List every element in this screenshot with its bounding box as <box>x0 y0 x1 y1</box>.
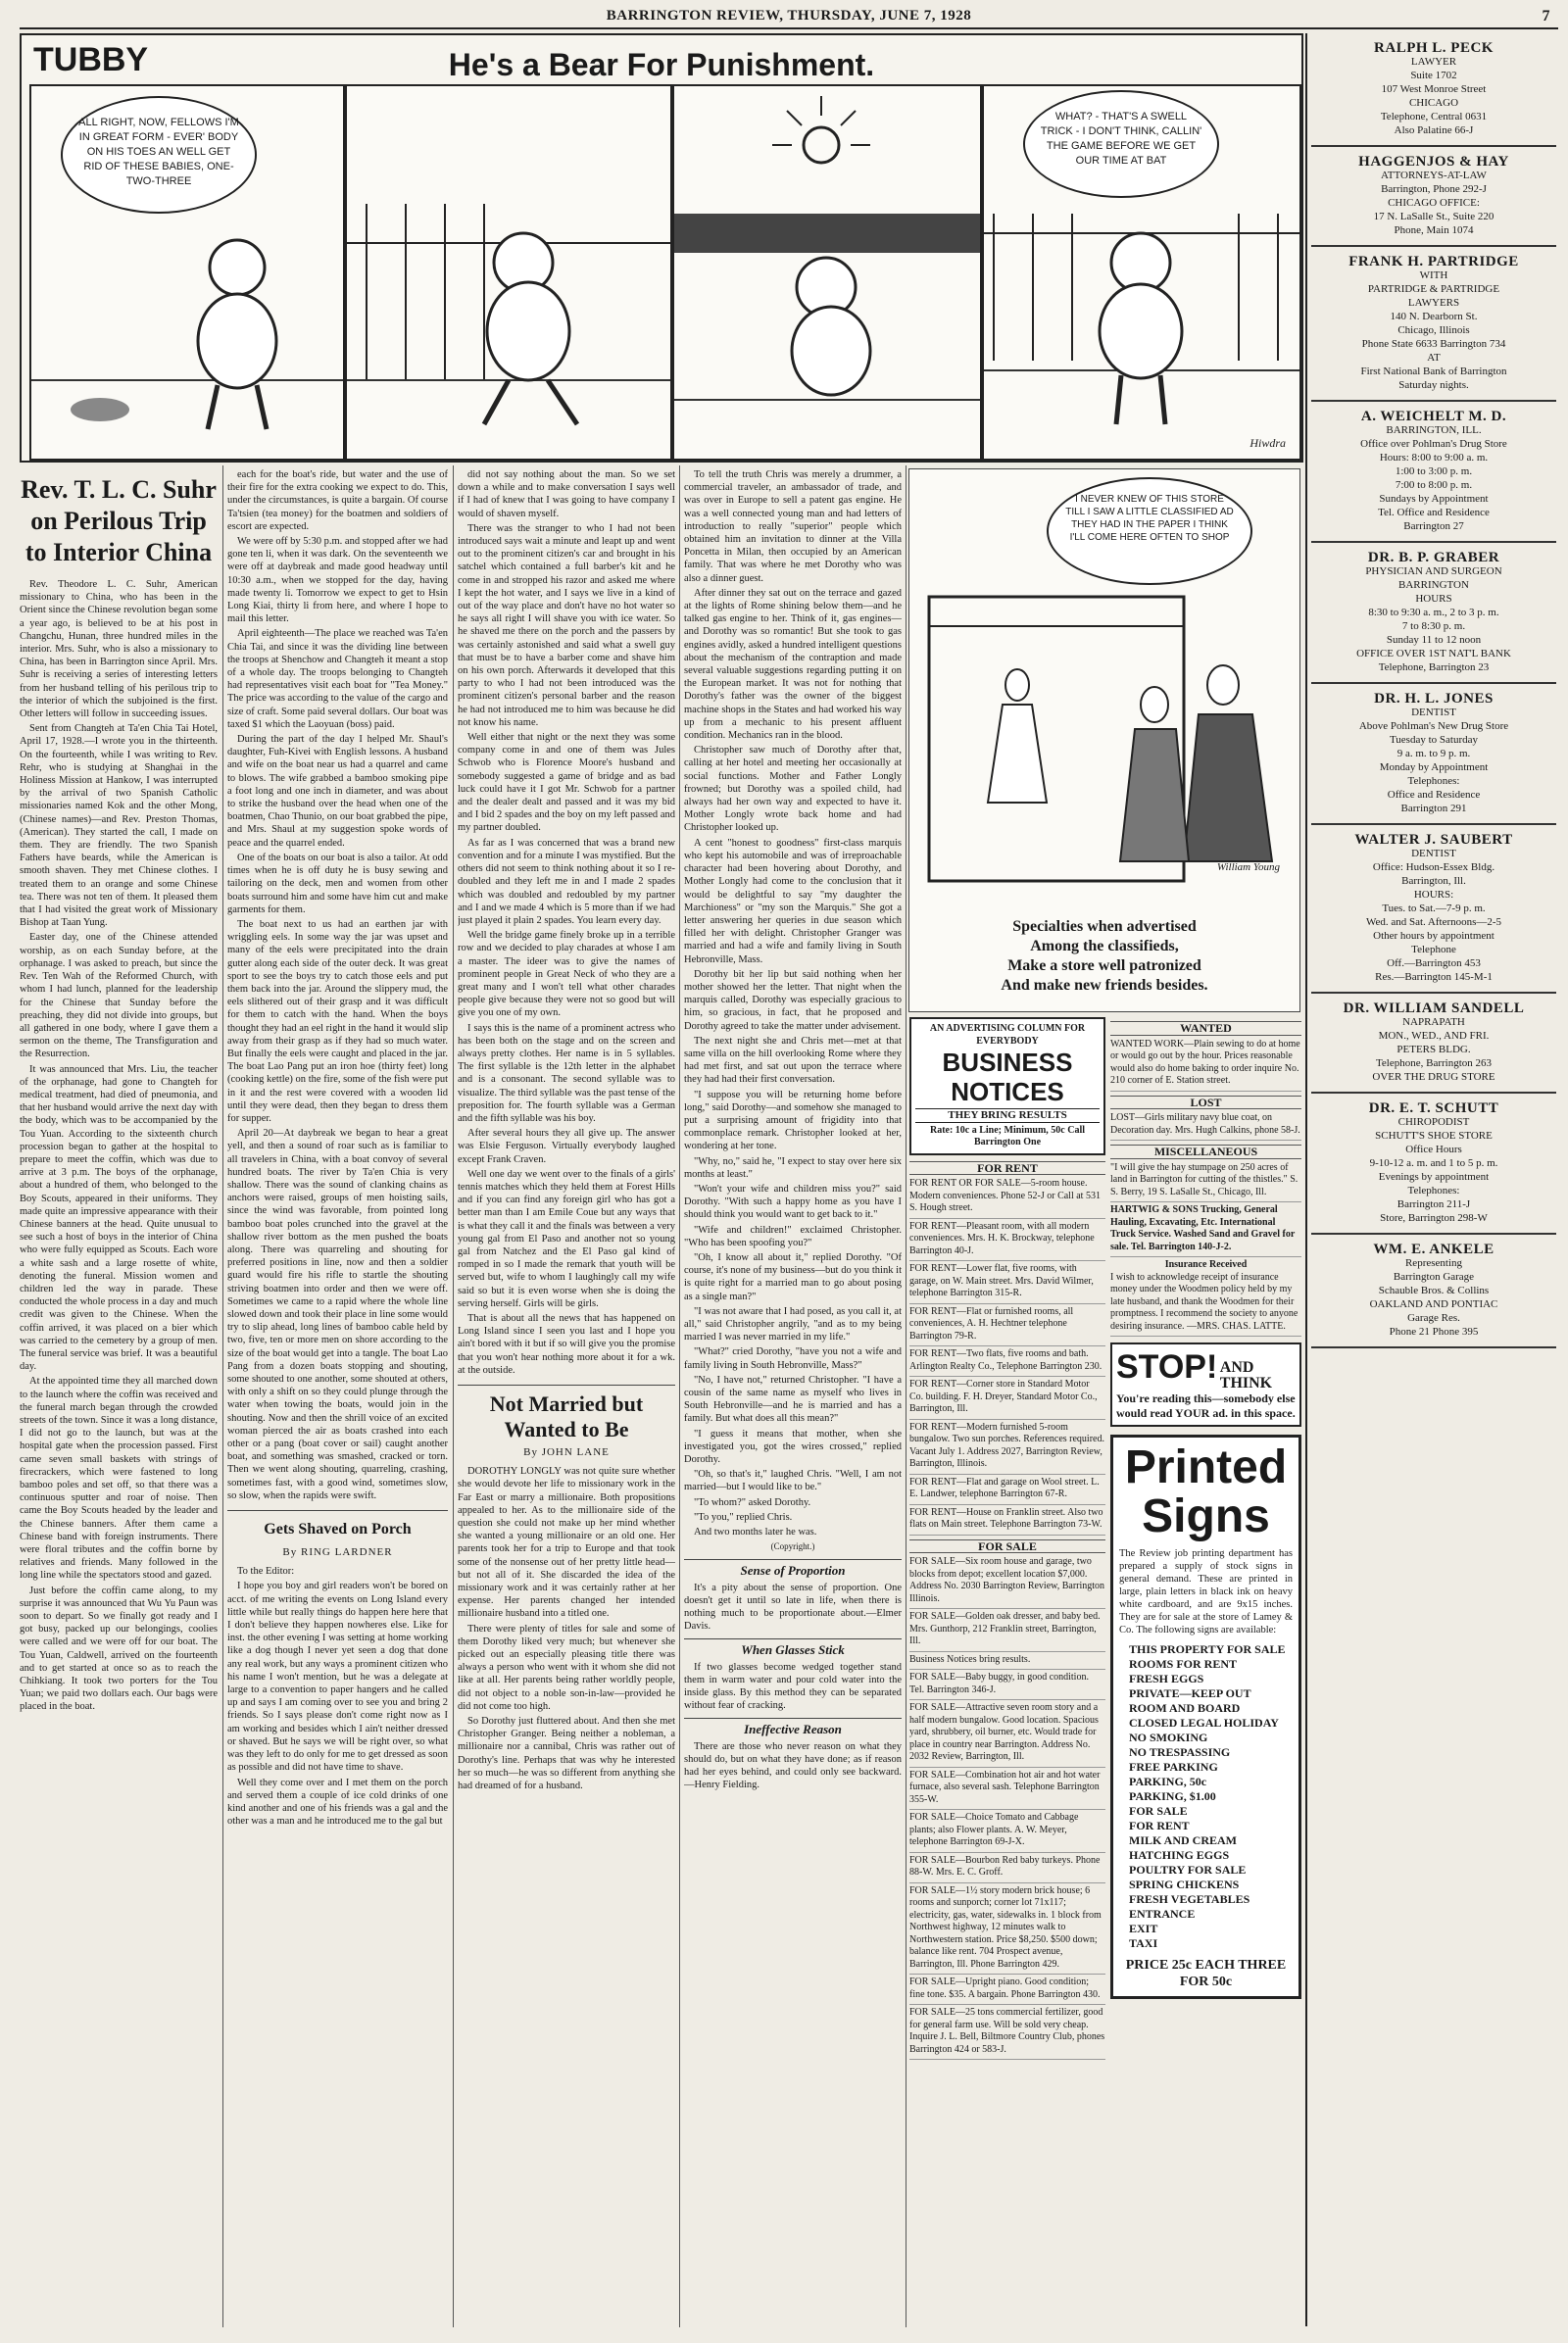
directory-line: Barrington, Phone 292-J <box>1381 183 1487 195</box>
sign-option: POULTRY FOR SALE <box>1129 1862 1247 1877</box>
directory-name: A. WEICHELT M. D. <box>1360 409 1507 424</box>
directory-line: 1:00 to 3:00 p. m. <box>1395 465 1473 477</box>
printed-signs-description: The Review job printing department has prepared a supply of stock signs in general demand. These are printed in large, plain letters in black ink on heavy white cardboard, and are 9x15 inches. They are for sale at the store of Lamey & Co. The following signs are available: <box>1119 1547 1293 1635</box>
directory-card <box>1311 147 1556 247</box>
classified-item: Business Notices bring results. <box>909 1654 1105 1671</box>
promo-speech-bubble: I NEVER KNEW OF THIS STORE TILL I SAW A LITTLE CLASSIFIED AD THEY HAD IN THE PAPER I THINK I'LL COME HERE OFTEN TO SHOP <box>1047 477 1252 585</box>
paragraph: April eighteenth—The place we reached was Ta'en Chia Tai, and since it was the dividing line between the troops at Shenchow and Changteh it meant a stop of a whole day. The troops belonging to Changteh had representatives visit each boat for "Tea Money." The price was according to the value of the cargo and size of craft. Some paid several dollars. Our boat was taxed $1 which the Laoyuan (boss) paid. <box>227 628 448 730</box>
directory-line: Barrington 291 <box>1400 803 1467 814</box>
directory-line: Phone 21 Phone 395 <box>1389 1326 1479 1338</box>
filler-text: If two glasses become wedged together stand them in warm water and pour cold water into the inside glass. By this method they can be separated without fear of cracking. <box>684 1661 902 1712</box>
column-rule <box>222 465 223 2327</box>
comic-panel-3 <box>672 84 982 461</box>
directory-line: Barrington 27 <box>1403 520 1464 532</box>
directory-card <box>1311 33 1556 147</box>
speech-bubble-1: ALL RIGHT, NOW, FELLOWS I'M IN GREAT FORM - EVER' BODY ON HIS TOES AN WELL GET RID OF THESE BABIES, ONE-TWO-THREE <box>61 96 257 214</box>
paragraph: "I was not aware that I had posed, as you call it, at all," said Christopher angrily, "and as to my being married I was never married in my life." <box>684 1305 902 1343</box>
section-header-lost: LOST <box>1110 1096 1301 1110</box>
sign-option: FOR SALE <box>1129 1803 1188 1818</box>
comic-panel-4 <box>982 84 1301 461</box>
paragraph: So Dorothy just fluttered about. And then she met Christopher Granger. Being neither a nobleman, a millionaire nor a cannibal, Chris was rather out of Dorothy's line. Perhaps that was why he interested her so much—he was so different from anything she had dreamed of for a husband. <box>458 1716 675 1792</box>
directory-line: Barrington Garage <box>1393 1271 1475 1283</box>
column-rule <box>1305 33 1307 2326</box>
paragraph: "Why, no," said he, "I expect to stay over here six months at least." <box>684 1155 902 1180</box>
paragraph: And two months later he was. <box>694 1527 817 1538</box>
classified-item: FOR RENT—House on Franklin street. Also two flats on Main street. Telephone Barrington 73-W. <box>909 1507 1105 1536</box>
article-body <box>684 468 902 1538</box>
paragraph: Well the bridge game finely broke up in a terrible row and we decided to play charades at whose I am a master. The ideer was to give the names of prominent people in Great Neck of who they are a great many and I won't tell what other charades people give because they were not so good but will give you one of my own. <box>458 930 675 1019</box>
section-header-wanted: WANTED <box>1110 1021 1301 1036</box>
paragraph: "Won't your wife and children miss you?" said Dorothy. "With such a happy home as you have I should think you would want to get back to it." <box>684 1183 902 1221</box>
article-body <box>458 468 675 1377</box>
article-title: Not Married but Wanted to Be <box>458 1385 675 1442</box>
directory-line: HOURS <box>1415 593 1452 605</box>
directory-line: Sunday 11 to 12 noon <box>1386 634 1482 646</box>
promo-caption: Specialties when advertised Among the classifieds, Make a store well patronized And make new friends besides. <box>1001 918 1208 994</box>
article-body <box>227 1565 448 1828</box>
directory-line: Sundays by Appointment <box>1379 493 1489 505</box>
paragraph: At the appointed time they all marched down to the launch where the coffin was received and the funeral march began through the crowded streets of the town. Since it was a long distance, I did not go to the launch, but was at the hospital gate when the procession passed. First came seven small baskets with strings of firecrackers, which were fastened to long bamboo poles and set off, so that there was a continuous sputter and roar of noise. Then came the Boy Scouts headed by the leader and the Chinese banners. After them came a Chinese band with foreign instruments. There were floral tributes and the coffin borne by relatives and friends. Many followed in the long line while the spectators stood and gazed. <box>20 1376 218 1582</box>
paragraph: The boat next to us had an earthen jar with wriggling eels. In some way the jar was upset and many of the eels were precipitated into the drain gutter along each side of the outer deck. It was great sport to see the boys try to catch those eels and put them back into the jar. Around the slippery mud, the eels slithered out of their grasp and it was difficult for them to catch with the hand. When the boys thought they had an eel right in the hand it would slip away from their grasp as if they had so much water. But finally the eels were caught and placed in the jar. The boat Lao Pang put an iron hoe (thirty feet) long (cooking kettle) on the fire, some of the fish were put in it and the rest were covered with a wooden lid until they were dead, then they began to dress them for supper. <box>227 918 448 1124</box>
directory-line: Phone, Main 1074 <box>1394 224 1474 236</box>
directory-name: RALPH L. PECK <box>1374 40 1494 56</box>
directory-line: CHICAGO OFFICE: <box>1388 197 1480 209</box>
comic-signature: Hiwdra <box>1250 436 1286 450</box>
paragraph: Easter day, one of the Chinese attended worship, as on each Sunday before, at the orphanage. I was asked to preach, but since the Rev. Ten Wah of the Reformed Church, with whom I had lunch, planned for the leadership for the Chinese that Sunday before the preaching, they did not divide into groups, but all gathered in one body, where I gave them a sermon on the theme, The Transfiguration and the Resurrection. <box>20 932 218 1060</box>
section-header-misc: MISCELLANEOUS <box>1110 1145 1301 1159</box>
paragraph: There were plenty of titles for sale and some of them Dorothy liked very much; but whenever she picked out an especially pleasing title there was always a person who went with it whom she did not like at all. Her parents being rather worldly people, did not object to a noble son-in-law—provided he did not come too high. <box>458 1623 675 1712</box>
paragraph: each for the boat's ride, but water and the use of their fire for the extra cooking we expect to do. This, under the circumstances, is quite a bargain. Of course Ta'tsien (tea money) for the boatmen and soldiers of escort are expected. <box>227 469 448 532</box>
sign-option: SPRING CHICKENS <box>1129 1877 1240 1891</box>
directory-card <box>1311 1235 1556 1348</box>
paragraph: To the Editor: <box>237 1566 295 1578</box>
directory-line: Hours: 8:00 to 9:00 a. m. <box>1379 452 1489 464</box>
directory-card <box>1311 543 1556 684</box>
section-header-for-sale: FOR SALE <box>909 1539 1105 1554</box>
sign-option: FRESH EGGS <box>1129 1671 1204 1685</box>
classified-item: FOR RENT—Pleasant room, with all modern conveniences. Mrs. H. K. Brockway, telephone Barrington 40-J. <box>909 1221 1105 1262</box>
directory-line: Office Hours <box>1405 1144 1462 1155</box>
classified-item: FOR RENT—Corner store in Standard Motor Co. building. F. H. Dreyer, Standard Motor Co., Barrington, Ill. <box>909 1379 1105 1420</box>
newspaper-title: BARRINGTON REVIEW, THURSDAY, JUNE 7, 1928 <box>606 8 972 24</box>
paragraph: Rev. Theodore L. C. Suhr, American missionary to China, who has been in the Orient since the Chinese revolution began some a year ago, is believed to be at his post in Changchu, Hunan, three hundred miles in the interior. Mrs. Suhr, who is also a missionary to China, has been in Barrington since April. Mrs. Suhr is receiving a series of interesting letters from her husband telling of his perilous trip to the interior of which the subjoined is the first. Other letters will follow in succeeding issues. <box>20 579 218 720</box>
sign-option: HATCHING EGGS <box>1129 1847 1230 1862</box>
directory-line: Res.—Barrington 145-M-1 <box>1375 971 1493 983</box>
classified-item: FOR SALE—Baby buggy, in good condition. Tel. Barrington 346-J. <box>909 1672 1105 1700</box>
paragraph: I says this is the name of a prominent actress who has been both on the stage and on the screen and always pretty clothes. Her name is in 5 syllables. The first syllable is the 12th letter in the alphabet and is a consonant. The second syllable was to visualize. The third syllable was the past tense of the preposition for. The fourth syllable was a German and the fifth syllable was his boy. <box>458 1022 675 1124</box>
paragraph: "I guess it means that mother, when she investigated you, got the wires crossed," replied Dorothy. <box>684 1428 902 1466</box>
directory-line: Garage Res. <box>1407 1312 1460 1324</box>
directory-line: 9-10-12 a. m. and 1 to 5 p. m. <box>1369 1157 1498 1169</box>
article-title: Gets Shaved on Porch <box>227 1510 448 1542</box>
directory-line: 7:00 to 8:00 p. m. <box>1395 479 1473 491</box>
directory-line: Office over Pohlman's Drug Store <box>1360 438 1507 450</box>
boy-pitcher-illustration <box>31 86 343 459</box>
directory-line: BARRINGTON <box>1398 579 1469 591</box>
for-rent-list <box>909 1178 1105 1536</box>
paragraph: "To you," replied Chris. <box>694 1511 793 1523</box>
directory-name: DR. H. L. JONES <box>1374 691 1494 707</box>
directory-line: HOURS: <box>1413 889 1454 901</box>
directory-line: Tues. to Sat.—7-9 p. m. <box>1382 903 1486 914</box>
directory-line: Telephone, Barrington 23 <box>1378 661 1490 673</box>
sign-option: PARKING, $1.00 <box>1129 1788 1216 1803</box>
classifieds-right-column <box>1110 1017 1301 2330</box>
sign-option: EXIT <box>1129 1921 1158 1935</box>
filler-title: When Glasses Stick <box>684 1638 902 1656</box>
classified-item: FOR RENT OR FOR SALE—5-room house. Modern conveniences. Phone 52-J or Call at 531 S. Hough street. <box>909 1178 1105 1219</box>
classified-item: FOR SALE—Combination hot air and hot water furnace, also several sash. Telephone Barrington 355-W. <box>909 1770 1105 1811</box>
classified-item: FOR SALE—Attractive seven room story and a half modern bungalow. Good location. Spacious yard, shrubbery, oil burner, etc. Would trade for place in country near Barrington. Address No. 2032 Review, Barrington, Ill. <box>909 1702 1105 1768</box>
directory-line: Above Pohlman's New Drug Store <box>1358 720 1509 732</box>
paragraph: We were off by 5:30 p.m. and stopped after we had gone ten li, when it was dark. On the seventeenth we were off at daybreak and made good headway until 10:30 a.m., when we stopped for the day, having made twenty li. Tomorrow we expect to get to Hsin Long Kiai, thirty li from here, and where I hope to mail this letter. <box>227 536 448 625</box>
directory-card <box>1311 247 1556 402</box>
speech-bubble-4: WHAT? - THAT'S A SWELL TRICK - I DON'T THINK, CALLIN' THE GAME BEFORE WE GET OUR TIME AT BAT <box>1023 90 1219 198</box>
directory-line: Also Palatine 66-J <box>1394 124 1474 136</box>
paragraph: There was the stranger to who I had not been introduced says wait a minute and leapt up and went out to the prominent citizen's car and brought in his satchel which contained a full barber's kit and he come in and stropped his razor and asked me where I kept the hot water, and I says we live in a kind of out of the way place and don't have no hot water so he says all right I will shave you with ice water. So he shaved me there on the porch and the passers by was certainly astonished and said what a swell guy that must be to have a barber come and shave him on his own porch. Afterwards it developed that this party to who I had not been introduced was the prominent citizen's personal barber and the reason he had not introduced me to him was because he did not know his name. <box>458 522 675 728</box>
paragraph: Well they come over and I met them on the porch and served them a couple of ice cold drinks of one kind another and one of his friends was a gal and the other was a man and he introduced me to the gal but <box>227 1777 448 1828</box>
paragraph: One of the boats on our boat is also a tailor. At odd times when he is off duty he is busy sewing and tailoring on the deck, men and women from other boats surround him and some have him cut and make garments for them. <box>227 852 448 915</box>
classified-item: FOR SALE—Six room house and garage, two blocks from depot; excellent location $7,000. Address No. 2030 Barrington Review, Barrington Illinois. <box>909 1556 1105 1609</box>
directory-line: BARRINGTON, ILL. <box>1386 424 1482 436</box>
classified-item: FOR SALE—1½ story modern brick house; 6 rooms and sunporch; corner lot 71x117; electricity, gas, water, sidewalks in. 1 block from Northwest highway, 12 minutes walk to Northwestern station. Price $8,250. $500 down; balance like rent. 704 Prospect avenue, Barrington, Ill. Phone Barrington 429. <box>909 1885 1105 1976</box>
page-number: 7 <box>1542 8 1550 24</box>
directory-line: 140 N. Dearborn St. <box>1390 311 1478 322</box>
filler-title: Ineffective Reason <box>684 1718 902 1735</box>
directory-line: PARTRIDGE & PARTRIDGE <box>1367 283 1500 295</box>
article-suhr-column-2 <box>227 468 448 2330</box>
classified-item-title: Insurance Received <box>1164 1259 1248 1270</box>
classified-item: FOR RENT—Two flats, five rooms and bath. Arlington Realty Co., Telephone Barrington 230. <box>909 1348 1105 1377</box>
directory-line: MON., WED., AND FRI. <box>1378 1030 1490 1042</box>
paragraph: As far as I was concerned that was a brand new convention and for a minute I was mystified. But the others did not seem to think nothing about it so I re-doubled and they left me in and I made 2 spades which was doubled and redoubled by my partner and I and we made 4 which is 5 more than if we had just played it plain 2 spades. You learn every day. <box>458 837 675 926</box>
sign-option: ROOMS FOR RENT <box>1129 1656 1238 1671</box>
directory-line: AT <box>1427 352 1441 364</box>
sign-option: TAXI <box>1129 1935 1158 1950</box>
paragraph: Well one day we went over to the finals of a girls' tennis matches which they held them at Forest Hills and if you can find any foreign girl who has got a better man than I am Emile Coue but any ways that is what they call it and the finals was between a very young gal from El Paso and another not so young gal from Natchez and the El Paso gal kind of romped in so I made the remark that youth will be served but, wife to whom I laughingly call my wife said so but it is even worse when she is doing the serving herself. Girls will be girls. <box>458 1168 675 1309</box>
classified-item: FOR RENT—Lower flat, five rooms, with garage, on W. Main street. Mrs. David Wilmer, telephone Barrington 315-R. <box>909 1263 1105 1304</box>
professional-directory <box>1311 33 1556 2326</box>
directory-line: PETERS BLDG. <box>1396 1044 1471 1055</box>
directory-line: OFFICE OVER 1ST NAT'L BANK <box>1356 648 1511 659</box>
directory-line: Office: Hudson-Essex Bldg. <box>1372 861 1495 873</box>
article-body <box>458 1465 675 1792</box>
classified-item: "I will give the hay stumpage on 250 acres of land in Barrington for cutting of the thistles." S. S. Berry, 19 S. LaSalle St., Chicago, Ill. <box>1110 1162 1301 1203</box>
paragraph: "Oh, so that's it," laughed Chris. "Well, I am not married—but I would like to be." <box>684 1469 902 1493</box>
paragraph: DOROTHY LONGLY was not quite sure whether she would devote her life to missionary work in the Far East or marry a millionaire. Both propositions appealed to her. As to the millionaire side of the question she could not make up her mind whether she wanted a young millionaire or an old one. Her parents took her for a trip to Europe and that took some of the nonsense out of her pretty little head—but not all of it. She discarded the idea of the missionary work and it was certainly rather at her expense. Her parents changed her intended millionaire husband into a titled one. <box>458 1466 675 1620</box>
sign-option: NO SMOKING <box>1129 1730 1208 1744</box>
directory-card <box>1311 994 1556 1094</box>
classified-item: WANTED WORK—Plain sewing to do at home or would go out by the hour. Prices reasonable would also do home baking to order inquire No. 210 corner of E. Station street. <box>1110 1039 1301 1092</box>
directory-line: Chicago, Illinois <box>1397 324 1470 336</box>
pitching-illustration <box>347 86 670 459</box>
directory-line: Monday by Appointment <box>1379 761 1489 773</box>
paragraph: After several hours they all give up. The answer was Elsie Ferguson. Virtually everybody laughed except Frank Craven. <box>458 1128 675 1165</box>
paragraph: Christopher saw much of Dorothy after that, calling at her hotel and meeting her occasionally at social functions. Mother and Father Longly frowned; but Dorothy was a spoiled child, had always had her own way and expected to have it. Mother Longly wrote back home and had Christopher looked up. <box>684 745 902 834</box>
directory-line: 17 N. LaSalle St., Suite 220 <box>1373 211 1494 222</box>
classified-promo-cartoon <box>908 468 1300 1012</box>
directory-line: Suite 1702 <box>1410 70 1457 81</box>
article-byline: By RING LARDNER <box>282 1546 393 1559</box>
paragraph: Just before the coffin came along, to my surprise it was announced that Wu Yu Paun was soon to depart. So we finally got ready and I got busy, packed up our belongings, coolies were called and we were off for our boat. The Tou Yuan, Caldwell, arrived on the fourteenth and to get started at once so as to reach the Chihkiang. It took two porters for the Tou Yuan; we paid two dollars each. Our bags were placed in the boat. <box>20 1585 218 1713</box>
directory-line: Telephone, Barrington 263 <box>1375 1057 1493 1069</box>
filler-title: Sense of Proportion <box>684 1559 902 1577</box>
article-body <box>20 578 218 1714</box>
classified-item: FOR SALE—Bourbon Red baby turkeys. Phone 88-W. Mrs. E. C. Groff. <box>909 1855 1105 1883</box>
directory-line: NAPRAPATH <box>1402 1016 1465 1028</box>
classified-item: LOST—Girls military navy blue coat, on Decoration day. Mrs. Hugh Calkins, phone 58-J. <box>1110 1112 1301 1141</box>
directory-name: WALTER J. SAUBERT <box>1354 832 1513 848</box>
printed-signs-ad <box>1110 1435 1301 1999</box>
printed-signs-price: PRICE 25c EACH THREE FOR 50c <box>1125 1957 1287 1989</box>
sign-option: ROOM AND BOARD <box>1129 1700 1241 1715</box>
sign-option: CLOSED LEGAL HOLIDAY <box>1129 1715 1279 1730</box>
classified-item: I wish to acknowledge receipt of insurance money under the Woodmen policy held by my late husband, and thank the Woodmen for their promptness. I recommend the society to anyone desiring insurance. —MRS. CHAS. LATTE. <box>1110 1272 1301 1338</box>
directory-line: Barrington 211-J <box>1396 1198 1471 1210</box>
paragraph: "No, I have not," returned Christopher. "I have a cousin of the same name as myself who lives in South Hebronville—and he is married and has a family. But what does all this mean?" <box>684 1374 902 1425</box>
directory-line: Evenings by appointment <box>1378 1171 1490 1183</box>
directory-line: Telephone <box>1411 944 1456 955</box>
paragraph: I hope you boy and girl readers won't be bored on acct. of me writing the events on Long Island every little while but really things do happen here here that I don't believe they happen nowheres else. Like for inst. the other evening I was setting at home working like a dog though I never yet seen a dog that done any real work, but any ways a prominent citizen who his name I won't mention, but he was a delegate at large to a convention to paper hangers and he called up and says I am coming over to see you and bring 2 friends. So I says please don't come right now as I am working and besides which I ain't neither dressed or shaved. But he says we will be right over, so what was they left to do only for me to get dressed as soon as possible and did not have time to shave. <box>227 1581 448 1774</box>
classified-item: FOR SALE—Choice Tomato and Cabbage plants; also Flower plants. A. W. Meyer, telephone Barrington 69-J-X. <box>909 1812 1105 1853</box>
comic-title: He's a Bear For Punishment. <box>448 47 875 82</box>
stop-label: STOP! <box>1116 1348 1218 1386</box>
directory-line: Telephone, Central 0631 <box>1380 111 1488 122</box>
paragraph: "Wife and children!" exclaimed Christopher. "Who has been spoofing you?" <box>684 1224 902 1248</box>
sign-option: FRESH VEGETABLES <box>1129 1891 1250 1906</box>
printed-signs-title: Printed Signs <box>1124 1440 1288 1542</box>
directory-line: PHYSICIAN AND SURGEON <box>1365 565 1502 577</box>
directory-line: OAKLAND AND PONTIAC <box>1369 1298 1498 1310</box>
directory-line: Saturday nights. <box>1398 379 1469 391</box>
directory-name: FRANK H. PARTRIDGE <box>1348 254 1519 269</box>
directory-line: 107 West Monroe Street <box>1381 83 1487 95</box>
paragraph: did not say nothing about the man. So we set down a while and to make conversation I says well if I had of knew that I was going to have company I would of shaven myself. <box>458 469 675 519</box>
ball-hit-illustration <box>674 86 980 459</box>
directory-line: Wed. and Sat. Afternoons—2-5 <box>1365 916 1502 928</box>
directory-line: DENTIST <box>1411 848 1456 859</box>
directory-name: DR. WILLIAM SANDELL <box>1343 1001 1525 1016</box>
comic-name: TUBBY <box>33 41 149 78</box>
classified-item: FOR SALE—Upright piano. Good condition; fine tone. $35. A bargain. Phone Barrington 430. <box>909 1977 1105 2005</box>
paragraph: Dorothy bit her lip but said nothing when her mother showed her the letter. That night when the marquis called, Dorothy was especially gracious to him, so gracious, in fact, that he proposed and Dorothy agreed to take the matter under advisement. <box>684 968 902 1032</box>
promo-signature: William Young <box>1216 861 1280 873</box>
sign-option: THIS PROPERTY FOR SALE <box>1129 1641 1286 1656</box>
directory-line: Telephones: <box>1407 1185 1460 1196</box>
paragraph: "I suppose you will be returning home before long," said Dorothy—and somehow she managed to put a surprising amount of frigidity into that commonplace remark. Christopher looked at her, wondering at her tone. <box>684 1089 902 1152</box>
paragraph: April 20—At daybreak we began to hear a great yell, and then a sound of roar such as is familiar to all travelers in China, with a boat convoy of several hundred boats. The river by Ta'en Chia is very shallow. There was the sound of clanking chains as anchors were raised, groups of men hoisting sails, since the wind was favorable, from pointed long bamboo boat poles crunched into the gravel at the shallow river bottom as the men pushed the boats along. There was quarreling and shouting for preferred positions in line, now and then a soldier guard would fire his rifle to startle the shouting striving boatmen into order and then we were off. Sometimes we came to a rapid where the whole line slowed down and took their place in line some would try to slip ahead, long lines of bamboo cable held by two, five, ten or more men on shore according to the size of the boat would get into a tangle. The boat Lao Pang from a dozen boats stopping and shouting, some shouted to one another, some shouted at others, with only a shift on so they could plunge through the water when towing the boats, would join in the shouting. Now and then the shrill voice of an excited woman pierced the air as boats crashed into each other or a pang (boat cover or sail) caught another boat, and something was smashed, cracked or torn. Then we went along shouting, quarreling, crashing, sometimes fast, with a good wind, sometimes slow, so slow, when the rapids were swift. <box>227 1128 448 1501</box>
classifieds-left-column <box>909 1017 1105 2330</box>
paragraph: Sent from Changteh at Ta'en Chia Tai Hotel, April 17, 1928.—I wrote you in the thirteenth. On the fourteenth, while I was writing to Rev. Rehr, who is studying at Shanghai in the Holiness Mission at Hankow, I was interrupted by the arrival of two Spanish Catholic missionaries named Kok and the other Mong, (Chinese names)—and Rev. Preston Thomas, (American). They started the call, I made on them. They are friendly. The two Spanish Fathers have beards, while the American is smooth shaven. They met Chinese clothes. I treated them to an orange and some Chinese tea. There was not ten of them. It pleased them that I had visited the great work of Missionary Bishop at Taan Yung. <box>20 723 218 929</box>
dorothy-continued-column <box>684 468 902 2330</box>
classified-item: FOR RENT—Modern furnished 5-room bungalow. Two sun porches. References required. Vacant July 1. Address 2027, Barrington Review, Barrington, Illinois. <box>909 1422 1105 1475</box>
directory-card <box>1311 825 1556 994</box>
directory-line: Tuesday to Saturday <box>1389 734 1479 746</box>
directory-line: CHIROPODIST <box>1397 1116 1470 1128</box>
paragraph: Well either that night or the next they was some company come in and one of them was Jules Schwob who is Florence Moore's husband and somebody suggested a game of bridge and as bad luck could have it I got Mr. Schwob for a partner and the dealer dealt and passed and it was my bid and I bid 2 spades and the boy on my left passed and my partner doubled. <box>458 732 675 834</box>
angry-boy-illustration <box>984 86 1299 459</box>
directory-line: Tel. Office and Residence <box>1378 507 1490 518</box>
directory-line: Other hours by appointment <box>1373 930 1494 942</box>
directory-line: LAWYER <box>1410 56 1457 68</box>
paragraph: "What?" cried Dorothy, "have you not a wife and family living in South Hebronville, Mass?" <box>684 1346 902 1371</box>
directory-card <box>1311 1094 1556 1235</box>
directory-line: First National Bank of Barrington <box>1360 366 1507 377</box>
article-headline: Rev. T. L. C. Suhr on Perilous Trip to Interior China <box>21 475 217 566</box>
article-body <box>227 468 448 1502</box>
sign-option: FREE PARKING <box>1129 1759 1218 1774</box>
lardner-continued-column <box>458 468 675 2330</box>
paragraph: To tell the truth Chris was merely a drummer, a commercial traveler, an ambassador of trade, and was over in Europe to sell a patent gas engine. He was a well connected young man and had letters of introduction to really "superior" people which obtained him an invitation to dinner at the Villa Poncetta in Milan, then occupied by an American family. That was where he met Dorothy who was also a dinner guest. <box>684 469 902 584</box>
directory-name: HAGGENJOS & HAY <box>1358 154 1509 170</box>
printed-signs-list <box>1119 1642 1293 1951</box>
copyright-note: (Copyright.) <box>770 1541 815 1552</box>
classified-item: FOR SALE—Golden oak dresser, and baby bed. Mrs. Gunthorp, 212 Franklin street, Barrington, Ill. <box>909 1611 1105 1652</box>
directory-line: Store, Barrington 298-W <box>1380 1212 1488 1224</box>
directory-line: DENTIST <box>1411 707 1456 718</box>
column-rule <box>679 465 680 2327</box>
directory-line: 7 to 8:30 p. m. <box>1401 620 1466 632</box>
business-notices-header: AN ADVERTISING COLUMN FOR EVERYBODY BUSINESS NOTICES THEY BRING RESULTS Rate: 10c a Line; Minimum, 50c Call Barrington One <box>909 1017 1105 1155</box>
directory-line: Off.—Barrington 453 <box>1387 957 1481 969</box>
paragraph: The next night she and Chris met—met at that same villa on the hill overlooking Rome where they had met first, and sat out upon the terrace where they had had their first conversation. <box>684 1035 902 1086</box>
paragraph: After dinner they sat out on the terrace and gazed at the lights of Rome shining below them—and he talked gas engine to her. Think of it, gas engines—and Dorothy was so romantic! But she took to gas engines avidly, asked a hundred intelligent questions about the mechanism of the contraption and made several valuable suggestions regarding putting it on the European market. It was not for nothing that Dorothy's father was the owner of the biggest machine shops in the States and had worked his way up from a mechanic to his present affluent condition. Mechanics ran in the blood. <box>684 587 902 742</box>
paragraph: It was announced that Mrs. Liu, the teacher of the orphanage, had gone to Changteh for medical treatment, had died of pneumonia, and that her husband would arrive the next day with the body, which was to be accompanied by the Tou Yuan. According to the sixteenth church procession began to gather at the hospital to prepare to meet the coffin, which was due to arrive at 3 p.m. The boys of the orphanage, about a hundred of them, who belonged to the Boy Scouts, appeared in their uniforms. They made quite an impressive appearance with their Chinese banners at the head. Quite unusual to see such a host of boys in the interior of China who were fully equipped as Scouts. Each wore a white sash and a large rosette of white, denoting the funeral. Mission women and children led the way in parade. These conducted the whole process in a day and much credit was given to the Chinese. When the coffin arrived, it was placed on a bier which was carried to the cemetery by a group of men. The funeral service was brief. It was a beautiful day. <box>20 1063 218 1373</box>
sign-option: PARKING, 50c <box>1129 1774 1207 1788</box>
directory-name: WM. E. ANKELE <box>1373 1242 1494 1257</box>
sign-option: MILK AND CREAM <box>1129 1832 1237 1847</box>
for-sale-list <box>909 1556 1105 2060</box>
directory-card <box>1311 684 1556 825</box>
paragraph: "Oh, I know all about it," replied Dorothy. "Of course, it's none of my business—but do you think it is quite right for a married man to go about posing as a single man?" <box>684 1251 902 1302</box>
classified-item: HARTWIG & SONS Trucking, General Hauling, Excavating, Etc. International Truck Service. Washed Sand and Gravel for sale. Tel. Barrington 140-J-2. <box>1110 1204 1301 1257</box>
article-suhr-column-1 <box>20 468 218 2330</box>
paragraph: During the part of the day I helped Mr. Shaul's daughter, Fuh-Kivei with English lessons. A husband and wife on the boat near us had a quarrel and came to blows. The wife grabbed a bamboo smoking pipe a foot long and one inch in diameter, and was about to strike the husband over the head when one of the boatmen, Chao Thunio, on our boat grabbed the pipe, and Mrs. Shaul at my suggestion spoke words of peace and the quarrel ended. <box>227 734 448 849</box>
sign-option: FOR RENT <box>1129 1818 1190 1832</box>
directory-line: SCHUTT'S SHOE STORE <box>1375 1130 1493 1142</box>
directory-line: 9 a. m. to 9 p. m. <box>1396 748 1471 759</box>
directory-line: CHICAGO <box>1408 97 1459 109</box>
sign-option: ENTRANCE <box>1129 1906 1196 1921</box>
classified-item: FOR SALE—25 tons commercial fertilizer, good for general farm use. Will be sold very cheap. Inquire J. L. Bell, Biltmore Country Club, phones Barrington 424 or 583-J. <box>909 2007 1105 2060</box>
article-byline: By JOHN LANE <box>523 1446 610 1459</box>
section-header-for-rent: FOR RENT <box>909 1161 1105 1176</box>
sign-option: PRIVATE—KEEP OUT <box>1129 1685 1251 1700</box>
directory-line: Phone State 6633 Barrington 734 <box>1361 338 1506 350</box>
filler-text: It's a pity about the sense of proportion. One doesn't get it until so late in life, when there is nothing much to be proportionate about.—Elmer Davis. <box>684 1582 902 1633</box>
directory-line: Telephones: <box>1407 775 1460 787</box>
comic-strip <box>20 33 1303 463</box>
stop-and-think-ad <box>1110 1342 1301 1427</box>
directory-card <box>1311 402 1556 543</box>
directory-line: Office and Residence <box>1387 789 1481 801</box>
directory-line: OVER THE DRUG STORE <box>1372 1071 1495 1083</box>
classified-item: FOR RENT—Flat and garage on Wool street. L. E. Landwer, telephone Barrington 67-R. <box>909 1477 1105 1505</box>
directory-line: Schauble Bros. & Collins <box>1378 1285 1490 1296</box>
directory-line: ATTORNEYS-AT-LAW <box>1381 170 1487 181</box>
directory-name: DR. E. T. SCHUTT <box>1368 1100 1499 1116</box>
classified-item: FOR RENT—Flat or furnished rooms, all conveniences, A. H. Hechtner telephone Barrington 79-R. <box>909 1306 1105 1347</box>
paragraph: "To whom?" asked Dorothy. <box>694 1496 811 1508</box>
paragraph: A cent "honest to goodness" first-class marquis who kept his automobile and was of irreproachable character had been hovering about Dorothy, and Mother Longly had come to the conclusion that it would be delightful to say "my daughter the Marchioness" or "my son the Marquis." She got a letter answering her queries in due season which filled her with delight. Christopher Granger was married and had a wife and family living in South Hebronville, Mass. <box>684 837 902 965</box>
masthead <box>20 4 1558 29</box>
comic-panel-2 <box>345 84 672 461</box>
comic-panel-1 <box>29 84 345 461</box>
paragraph: That is about all the news that has happened on Long Island since I seen you last and I hope you ain't bored with it but if so will give you the promise that you won't hear nothing more about it for a wk. at the outside. <box>458 1313 675 1376</box>
directory-line: Representing <box>1404 1257 1463 1269</box>
directory-line: WITH <box>1419 269 1448 281</box>
directory-line: 8:30 to 9:30 a. m., 2 to 3 p. m. <box>1368 607 1499 618</box>
directory-line: LAWYERS <box>1407 297 1460 309</box>
filler-text: There are those who never reason on what they should do, but on what they have done; as if reason had her eyes behind, and could only see backward.—Henry Fielding. <box>684 1740 902 1791</box>
directory-name: DR. B. P. GRABER <box>1367 550 1500 565</box>
sign-option: NO TRESPASSING <box>1129 1744 1231 1759</box>
think-label: AND THINK <box>1219 1358 1273 1391</box>
stop-text: You're reading this—somebody else would read YOUR ad. in this space. <box>1116 1391 1296 1420</box>
directory-line: Barrington, Ill. <box>1401 875 1466 887</box>
column-rule <box>453 465 454 2327</box>
